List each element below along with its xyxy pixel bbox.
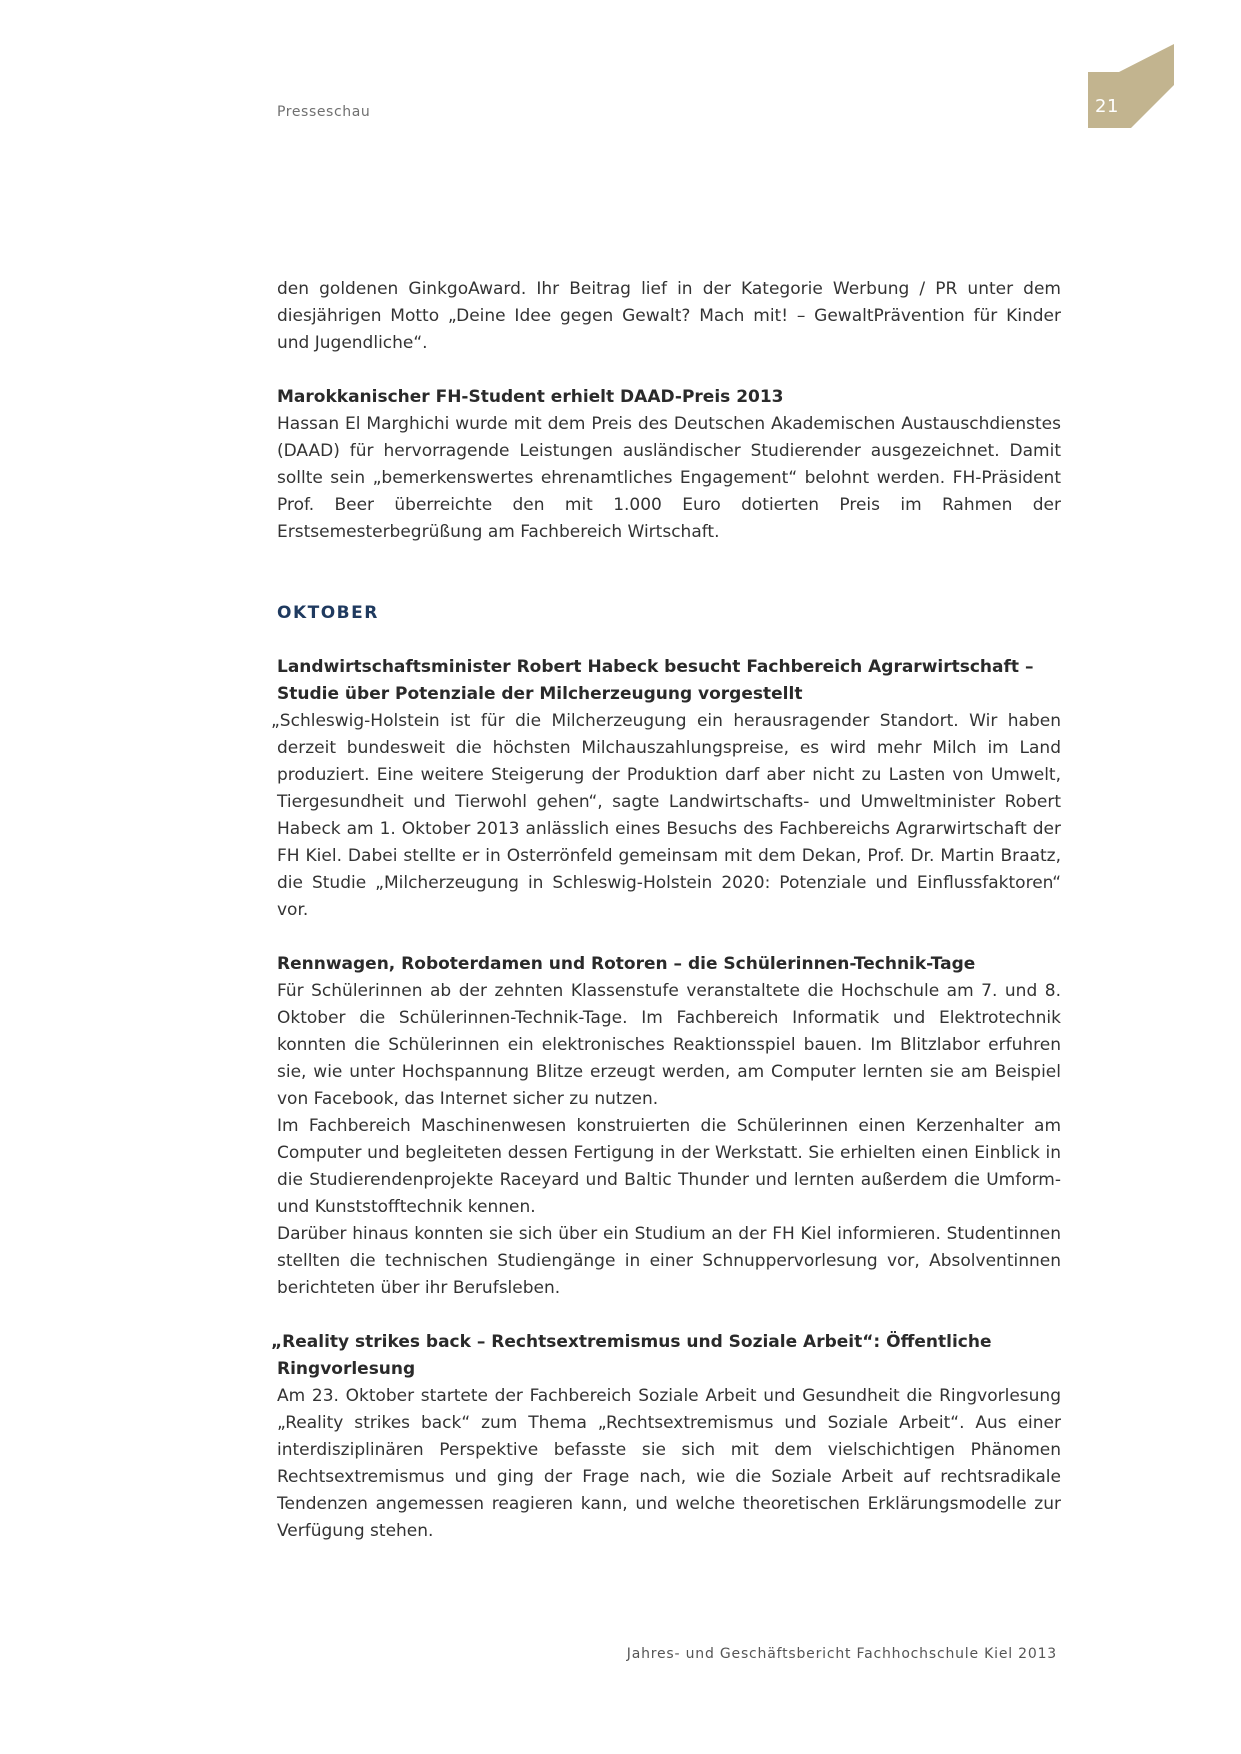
page-footer: Jahres- und Geschäftsbericht Fachhochschule Kiel 2013 xyxy=(626,1646,1057,1662)
article-title: „Reality strikes back – Rechtsextremismus und Soziale Arbeit“: Öffentliche Ringvorlesung xyxy=(271,1332,992,1379)
article-title: Marokkanischer FH-Student erhielt DAAD-Preis 2013 xyxy=(277,387,784,407)
intro-continuation xyxy=(277,276,1061,357)
article-ringvorlesung xyxy=(271,1329,1061,1545)
main-content xyxy=(271,276,1061,1572)
running-header: Presseschau xyxy=(277,104,371,120)
article-body: „Schleswig-Holstein ist für die Milcherzeugung ein herausragender Standort. Wir haben derzeit bundesweit die höchsten Milchauszahlungspreise, es wird mehr Milch im Land produziert. Eine weitere Steigerung der Produktion darf aber nicht zu Lasten von Umwelt, Tiergesundheit und Tierwohl gehen“, sagte Landwirtschafts- und Umweltminister Robert Habeck am 1. Oktober 2013 anlässlich eines Besuchs des Fachbereichs Agrarwirtschaft der FH Kiel. Dabei stellte er in Osterrönfeld gemeinsam mit dem Dekan, Prof. Dr. Martin Braatz, die Studie „Milcherzeugung in Schleswig-Holstein 2020: Potenziale und Einflussfaktoren“ vor. xyxy=(271,711,1061,920)
intro-paragraph: den goldenen GinkgoAward. Ihr Beitrag lief in der Kategorie Werbung / PR unter dem diesjährigen Motto „Deine Idee gegen Gewalt? Mach mit! – GewaltPrävention für Kinder und Jugendliche“. xyxy=(277,279,1061,353)
article-paragraph: Darüber hinaus konnten sie sich über ein Studium an der FH Kiel informieren. Studentinnen stellten die technischen Studiengänge in einer Schnuppervorlesung vor, Absolventinnen berichteten über ihr Berufsleben. xyxy=(277,1224,1061,1298)
article-paragraph: Für Schülerinnen ab der zehnten Klassenstufe veranstaltete die Hochschule am 7. und 8. Oktober die Schülerinnen-Technik-Tage. Im Fachbereich Informatik und Elektrotechnik konnten die Schülerinnen ein elektronisches Reaktionsspiel bauen. Im Blitzlabor erfuhren sie, wie unter Hochspannung Blitze erzeugt werden, am Computer lernten sie am Beispiel von Facebook, das Internet sicher zu nutzen. xyxy=(277,981,1061,1109)
article-body: Am 23. Oktober startete der Fachbereich Soziale Arbeit und Gesundheit die Ringvorlesung „Reality strikes back“ zum Thema „Rechtsextremismus und Soziale Arbeit“. Aus einer interdisziplinären Perspektive befasste sie sich mit dem vielschichtigen Phänomen Rechtsextremismus und ging der Frage nach, wie die Soziale Arbeit auf rechtsradikale Tendenzen angemessen reagieren kann, und welche theoretischen Erklärungsmodelle zur Verfügung stehen. xyxy=(277,1386,1061,1541)
article-title: Rennwagen, Roboterdamen und Rotoren – die Schülerinnen-Technik-Tage xyxy=(277,954,976,974)
article-title: Landwirtschaftsminister Robert Habeck besucht Fachbereich Agrarwirtschaft – Studie über Potenziale der Milcherzeugung vorgestellt xyxy=(277,657,1034,704)
article-daad-preis xyxy=(277,384,1061,546)
article-habeck xyxy=(271,654,1061,924)
article-paragraph: Im Fachbereich Maschinenwesen konstruierten die Schülerinnen einen Kerzenhalter am Computer und begleiteten dessen Fertigung in der Werkstatt. Sie erhielten einen Einblick in die Studierendenprojekte Raceyard und Baltic Thunder und lernten außerdem die Umform- und Kunststofftechnik kennen. xyxy=(277,1116,1061,1217)
article-body: Hassan El Marghichi wurde mit dem Preis des Deutschen Akademischen Austauschdienstes (DAAD) für hervorragende Leistungen ausländischer Studierender ausgezeichnet. Damit sollte sein „bemerkenswertes ehrenamtliches Engagement“ belohnt werden. FH-Präsident Prof. Beer überreichte den mit 1.000 Euro dotierten Preis im Rahmen der Erstsemesterbegrüßung am Fachbereich Wirtschaft. xyxy=(277,414,1061,542)
article-technik-tage xyxy=(277,951,1061,1302)
page-number: 21 xyxy=(1095,96,1119,117)
month-heading: OKTOBER xyxy=(277,603,379,623)
